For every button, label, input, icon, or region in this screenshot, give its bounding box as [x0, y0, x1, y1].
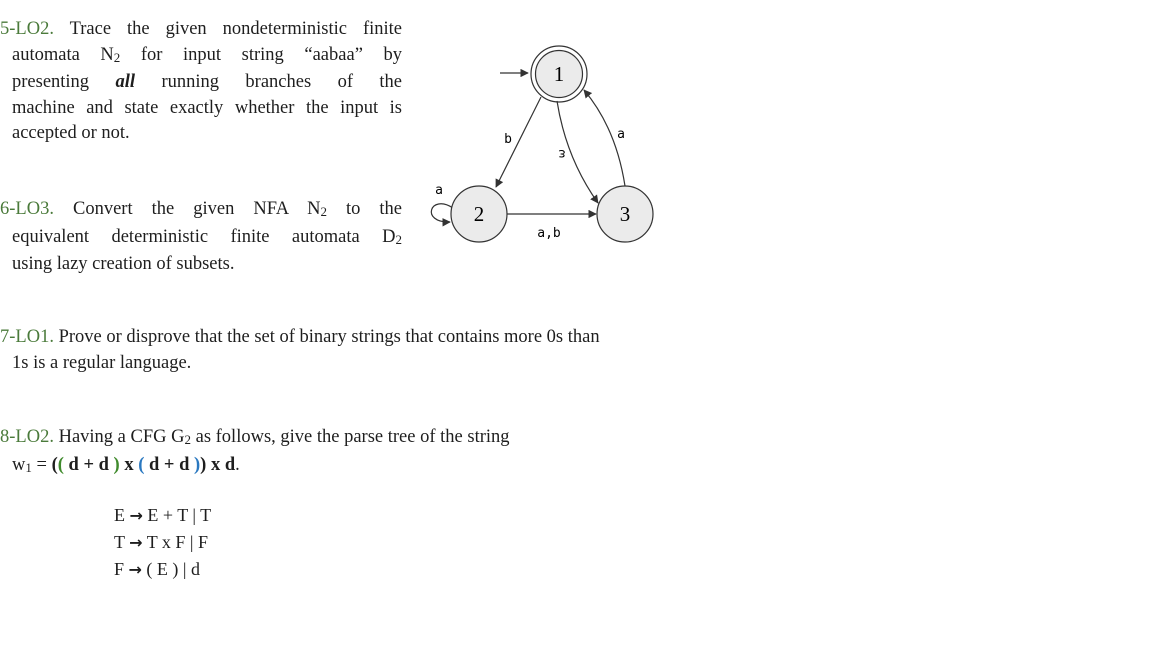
self-loop-2: [431, 204, 453, 222]
edge-label-b: b: [504, 132, 512, 147]
question-8: [0, 425, 700, 480]
question-8-line-1: 8-LO2. Having a CFG $G_2$ as follows, give the parse tree of the string: [0, 427, 510, 447]
question-6-line-1: 6-LO3. Convert the given NFA $N_2$ to the: [0, 199, 403, 219]
edge-label-a-3-to-1: a: [617, 127, 625, 142]
question-6-line-3: using lazy creation of subsets.: [12, 254, 235, 274]
question-8-number: 8-LO2.: [0, 427, 54, 447]
question-5-line-4: machine and state exactly whether the input is: [12, 97, 402, 118]
edge-label-epsilon: ε: [558, 146, 566, 161]
grammar-rule: F → ( E ) | d: [114, 559, 201, 579]
question-6-number: 6-LO3.: [0, 199, 54, 219]
question-7: [0, 325, 700, 376]
question-5: [0, 17, 402, 147]
state-1-label: 1: [553, 62, 565, 86]
cfg-grammar: [114, 502, 211, 583]
question-8-string-w1: $w_1$ = (( d + d ) x ( d + d )) x d.: [12, 454, 240, 475]
grammar-rule: T → T x F | F: [114, 532, 209, 552]
emphasis-all: all: [115, 72, 136, 92]
question-6: [0, 197, 402, 278]
question-7-line-2: 1s is a regular language.: [12, 352, 192, 373]
grammar-rule: E → E + T | T: [114, 505, 212, 525]
derives-arrow-icon: →: [128, 560, 142, 579]
edge-1-to-2: [496, 97, 541, 187]
question-6-line-2: equivalent deterministic finite automata $D_2$: [12, 226, 402, 247]
derives-arrow-icon: →: [129, 533, 143, 552]
question-7-number: 7-LO1.: [0, 327, 54, 347]
edge-label-a-loop: a: [435, 183, 443, 198]
nfa-n2-diagram: [420, 38, 670, 253]
question-5-line-5: accepted or not.: [12, 123, 130, 143]
derives-arrow-icon: →: [129, 506, 143, 525]
edge-label-ab: a,b: [537, 226, 561, 241]
question-5-number: 5-LO2.: [0, 19, 54, 39]
question-7-line-1: 7-LO1. Prove or disprove that the set of binary strings that contains more 0s than: [0, 327, 600, 347]
question-5-line-1: 5-LO2. Trace the given nondeterministic finite: [0, 19, 402, 39]
state-3-label: 3: [619, 202, 631, 226]
state-2-label: 2: [473, 202, 485, 226]
question-5-line-3: presenting all running branches of the: [12, 72, 402, 92]
question-5-line-2: automata $N_2$ for input string “aabaa” by: [12, 44, 402, 65]
